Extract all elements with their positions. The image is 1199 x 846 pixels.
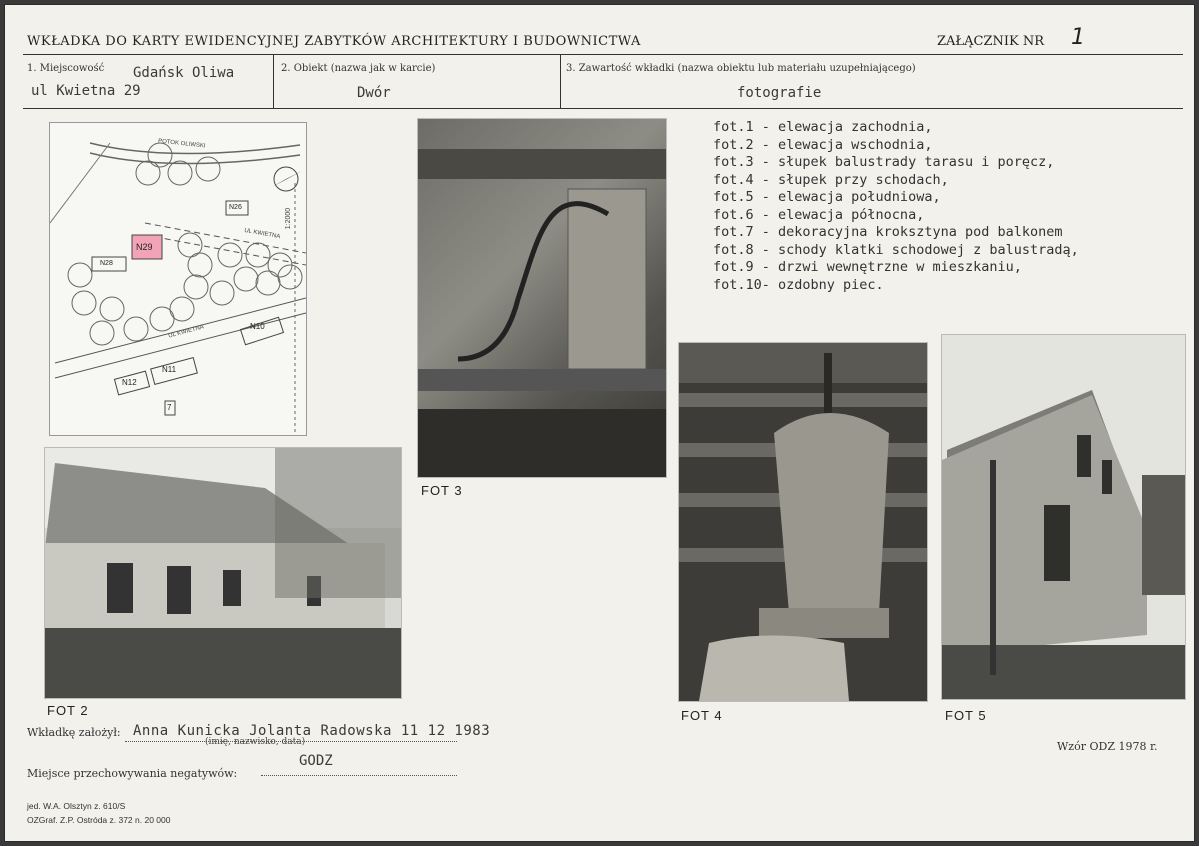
caption-fot4: FOT 4 (681, 708, 723, 723)
header-rule (23, 54, 1183, 55)
plot-n11: N11 (162, 365, 177, 374)
photo-list-item: fot.5 - elewacja południowa, (713, 189, 941, 205)
form-label: Wzór ODZ 1978 r. (1057, 740, 1158, 753)
plot-n12: N12 (122, 378, 137, 387)
storage-line (261, 775, 457, 776)
record-sheet (4, 4, 1195, 842)
storage-value: GODZ (299, 753, 333, 769)
street-label-1: UL KWIETNA (243, 227, 281, 241)
photo-list (713, 119, 1079, 294)
plot-n10: N10 (250, 322, 265, 331)
photo-fot2 (44, 447, 402, 699)
fields-rule (23, 108, 1183, 109)
object-label: 2. Obiekt (nazwa jak w karcie) (281, 63, 436, 74)
annex-number: 1 (1071, 25, 1085, 50)
annex-label: ZAŁĄCZNIK NR (937, 34, 1045, 49)
site-map-drawing (50, 123, 306, 435)
plot-n26: N26 (229, 204, 242, 211)
photo-list-item: fot.4 - słupek przy schodach, (713, 171, 949, 188)
photo-list-item: fot.7 - dekoracyjna kroksztyna pod balkonem (713, 224, 1063, 240)
photo-fot4 (678, 342, 928, 702)
storage-label: Miejsce przechowywania negatywów: (27, 767, 238, 780)
content-value: fotografie (737, 85, 822, 101)
photo-fot3-shapes (418, 119, 666, 477)
photo-fot4-shapes (679, 343, 927, 701)
caption-fot5: FOT 5 (945, 708, 987, 723)
field-divider-1 (273, 54, 274, 108)
object-value: Dwór (357, 85, 391, 101)
photo-list-item: fot.3 - słupek balustrady tarasu i poręcz, (713, 154, 1055, 170)
photo-list-item: fot.1 - elewacja zachodnia, (713, 119, 933, 135)
site-map (49, 122, 307, 436)
content-label: 3. Zawartość wkładki (nazwa obiektu lub materiału uzupełniającego) (566, 63, 916, 74)
photo-fot2-shapes (45, 448, 401, 698)
sheet-title: WKŁADKA DO KARTY EWIDENCYJNEJ ZABYTKÓW ARCHITEKTURY I BUDOWNICTWA (27, 34, 641, 49)
photo-fot5 (941, 334, 1186, 700)
map-scale: 1:2000 (285, 207, 293, 230)
street-value: ul Kwietna 29 (31, 83, 141, 99)
photo-fot5-shapes (942, 335, 1185, 699)
street-label-2: UL KWIETNA (167, 324, 205, 340)
photo-fot3 (417, 118, 667, 478)
photo-list-item: fot.9 - drzwi wewnętrzne w mieszkaniu, (713, 259, 1022, 275)
plot-n28: N28 (100, 260, 113, 267)
field-divider-2 (560, 54, 561, 108)
author-label: Wkładkę założył: (27, 726, 121, 739)
photo-list-item: fot.8 - schody klatki schodowej z balustradą, (713, 241, 1079, 258)
stream-label: POTOK OLIWSKI (157, 138, 206, 150)
plot-n29: N29 (136, 242, 153, 252)
author-hint: (imię, nazwisko, data) (205, 737, 306, 747)
photo-list-item: fot.6 - elewacja północna, (713, 206, 925, 223)
author-value: Anna Kunicka Jolanta Radowska 11 12 1983 (133, 723, 491, 739)
locality-value: Gdańsk Oliwa (133, 65, 235, 81)
photo-list-item: fot.10- ozdobny piec. (713, 276, 884, 293)
caption-fot2: FOT 2 (47, 703, 89, 718)
caption-fot3: FOT 3 (421, 483, 463, 498)
print-info-2: OZGraf. Z.P. Ostróda z. 372 n. 20 000 (27, 815, 171, 825)
locality-label: 1. Miejscowość (27, 63, 105, 74)
print-info-1: jed. W.A. Olsztyn z. 610/S (27, 801, 126, 811)
plot-7: 7 (167, 403, 172, 412)
photo-list-item: fot.2 - elewacja wschodnia, (713, 136, 933, 153)
